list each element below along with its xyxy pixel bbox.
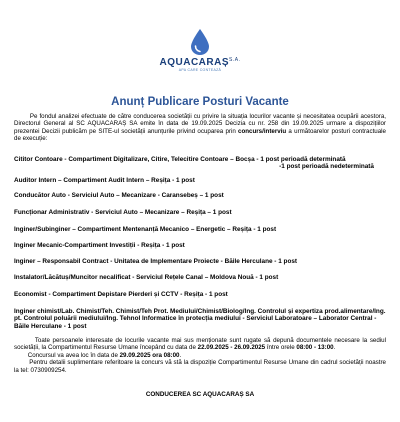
post-item: Auditor Intern – Compartiment Audit Intern – Reșița - 1 post xyxy=(14,177,195,184)
contact-info: Pentru detalii suplimentare referitoare la concurs vă stă la dispoziție Compartimentul Resurse Umane din cadrul societății noastre la tel: 0730909254. xyxy=(14,359,386,374)
water-drop-icon xyxy=(189,28,211,56)
post-item: Inginer chimist/Lab. Chimist/Teh. Chimist/Teh Prot. Mediului/Chimist/Biolog/Ing. Controlul și expertiza prod.alimentare/Ing. pt. Controlul poluării mediului/Ing. Tehnol Informatice în protecția mediului - Serviciul Laboratoare – Laborator Central - Băile Herculane - 1 post xyxy=(14,308,386,330)
intro-paragraph: Pe fondul analizei efectuate de către conducerea societății cu privire la situația locurilor vacante și necesitatea ocupării acestora, Directorul General al SC AQUACARAȘ SA emite în data de 19.09.2025 Decizia cu nr. 258 din 19.09.2025 urmare a dispozițiilor prezentei Decizii publicăm pe SITE-ul societății anunțurile privind ocuparea prin concurs/interviu a următoarelor posturi contractuale de execuție: xyxy=(14,113,386,143)
closing-paragraph xyxy=(14,337,386,374)
post-item: Inginer – Responsabil Contract - Unitatea de Implementare Proiecte - Băile Herculane - 1 post xyxy=(14,258,298,265)
post-item: Instalator/Lăcătuș/Muncitor necalificat - Serviciul Rețele Canal – Moldova Nouă - 1 post xyxy=(14,274,279,281)
post-item: Cititor Contoare - Compartiment Digitalizare, Citire, Telecitire Contoare – Bocșa - 1 post perioadă determinată -1 post perioadă nedeterminată xyxy=(14,156,374,171)
post-item: Conducător Auto - Serviciul Auto – Mecanizare - Caransebeș – 1 post xyxy=(14,192,224,199)
post-item: Inginer/Subinginer – Compartiment Mentenanță Mecanico – Energetic – Reșița - 1 post xyxy=(14,226,277,233)
page-title: Anunț Publicare Posturi Vacante xyxy=(111,96,289,108)
application-info: Toate persoanele interesate de locurile vacante mai sus menționate sunt rugate să depună documentele necesare la sediul societății, la Compartimentul Resurse Umane începând cu data de 22.09.2025 - 26.09.2025 între orele 08:00 - 13:00. xyxy=(14,337,386,352)
post-item: Economist - Compartiment Depistare Pierderi și CCTV - Reșița - 1 post xyxy=(14,291,228,298)
signature: CONDUCEREA SC AQUACARAȘ SA xyxy=(145,391,255,398)
brand-name: $AQUACARAȘ^{S.A.}$ xyxy=(159,57,241,68)
contest-date: Concursul va avea loc în data de 29.09.2025 ora 08:00. xyxy=(27,351,182,359)
brand-tagline: APA CARE CONTEAZĂ xyxy=(178,68,222,72)
company-logo xyxy=(0,28,400,72)
post-item: Funcționar Administrativ - Serviciul Auto – Mecanizare – Reșița – 1 post xyxy=(14,209,232,216)
post-item: Inginer Mecanic-Compartiment Investiții - Reșița - 1 post xyxy=(14,242,185,249)
